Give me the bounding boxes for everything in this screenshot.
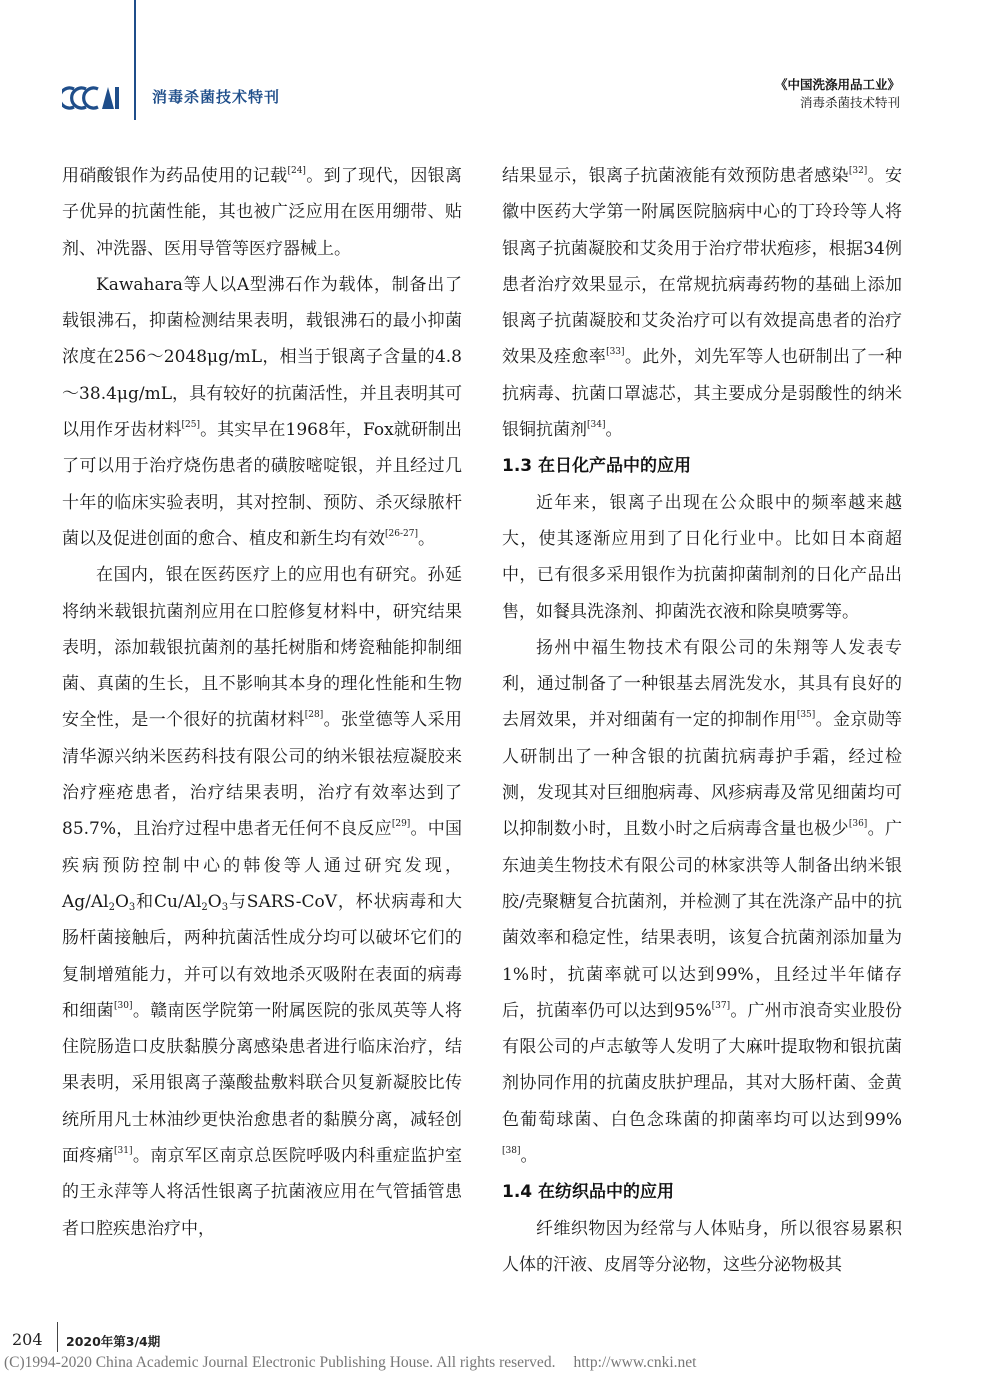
citation: [36] [848, 819, 868, 830]
citation: [30] [114, 1000, 133, 1011]
citation: [28] [304, 710, 324, 721]
citation: [37] [711, 1000, 731, 1011]
footer-divider [57, 1322, 58, 1352]
citation: [32] [848, 166, 868, 176]
paragraph: 在国内，银在医药医疗上的应用也有研究。孙延将纳米载银抗菌剂应用在口腔修复材料中，研究结果表明，添加载银抗菌剂的基托树脂和烤瓷釉能抑制细菌、真菌的生长，且不影响其本身的理化性能和生物安全性，是一个很好的抗菌材料[28]。张堂德等人采用清华源兴纳米医药科技有限公司的纳米银祛痘凝胶来治疗痤疮患者，治疗结果表明，治疗有效率达到了85.7%，且治疗过程中患者无任何不良反应[29]。中国疾病预防控制中心的韩俊等人通过研究发现，$Ag/Al_2O_3$和$Cu/Al_2O_3$与SARS-CoV，杯状病毒和大肠杆菌接触后，两种抗菌活性成分均可以破坏它们的复制增殖能力，并可以有效地杀灭吸附在表面的病毒和细菌[30]。赣南医学院第一附属医院的张凤英等人将住院肠造口皮肤黏膜分离感染患者进行临床治疗，结果表明，采用银离子藻酸盐敷料联合贝复新凝胶比传统所用凡士林油纱更快治愈患者的黏膜分离，减轻创面疼痛[31]。南京军区南京总医院呼吸内科重症监护室的王永萍等人将活性银离子抗菌液应用在气管插管患者口腔疾患治疗中， [62, 565, 463, 1239]
section-title: 消毒杀菌技术特刊 [152, 88, 281, 106]
citation: [38] [502, 1146, 521, 1157]
journal-name: 《中国洗涤用品工业》 [774, 77, 900, 92]
left-column [62, 158, 462, 1247]
section-heading: 1.4 在纺织品中的应用 [502, 1182, 675, 1203]
citation: [33] [606, 347, 625, 358]
header-divider [134, 0, 136, 120]
logo-text: CCAI [62, 85, 65, 86]
paragraph: 用硝酸银作为药品使用的记载[24]。到了现代，因银离子优异的抗菌性能，其也被广泛应用在医用绷带、贴剂、冲洗器、医用导管等医疗器械上。 [62, 166, 463, 259]
paragraph: 近年来，银离子出现在公众眼中的频率越来越大，使其逐渐应用到了日化行业中。比如日本商超中，已有很多采用银作为抗菌抑菌制剂的日化产品出售，如餐具洗涤剂、抑菌洗衣液和除臭喷雾等。 [502, 492, 902, 622]
citation: [34] [587, 420, 606, 431]
site-link[interactable]: http://www.cnki.net [573, 1354, 697, 1371]
journal-info [775, 76, 900, 112]
paragraph: 结果显示，银离子抗菌液能有效预防患者感染[32]。安徽中医药大学第一附属医院脑病中心的丁玲玲等人将银离子抗菌凝胶和艾灸用于治疗带状疱疹，根据34例患者治疗效果显示，在常规抗病毒药物的基础上添加银离子抗菌凝胶和艾灸治疗可以有效提高患者的治疗效果及痊愈率[33]。此外，刘先军等人也研制出了一种抗病毒、抗菌口罩滤芯，其主要成分是弱酸性的纳米银铜抗菌剂[34]。 [502, 166, 903, 441]
copyright-notice: (C)1994-2020 China Academic Journal Electronic Publishing House. All rights reserved. http://www.cnki.net [4, 1354, 697, 1371]
page-number: 204 [12, 1330, 43, 1349]
citation: [31] [114, 1146, 133, 1157]
paragraph: 纤维织物因为经常与人体贴身，所以很容易累积人体的汗液、皮屑等分泌物，这些分泌物极其 [502, 1218, 902, 1275]
page-header [0, 0, 1000, 125]
citation: [25] [181, 420, 201, 431]
citation: [29] [391, 819, 411, 830]
paragraph: Kawahara等人以A型沸石作为载体，制备出了载银沸石，抑菌检测结果表明，载银沸石的最小抑菌浓度在256～2048μg/mL，相当于银离子含量的4.8～38.4μg/mL，具有较好的抗菌活性，并且表明其可以用作牙齿材料[25]。其实早在1968年，Fox就研制出了可以用于治疗烧伤患者的磺胺嘧啶银，并且经过几十年的临床实验表明，其对控制、预防、杀灭绿脓杆菌以及促进创面的愈合、植皮和新生均有效[26-27]。 [62, 274, 462, 549]
citation: [35] [796, 710, 816, 721]
journal-issue-title: 消毒杀菌技术特刊 [799, 95, 900, 110]
ccai-logo-icon [62, 85, 120, 111]
paragraph: 扬州中福生物技术有限公司的朱翔等人发表专利，通过制备了一种银基去屑洗发水，其具有良好的去屑效果，并对细菌有一定的抑制作用[35]。金京勋等人研制出了一种含银的抗菌抗病毒护手霜，经过检测，发现其对巨细胞病毒、风疹病毒及常见细菌均可以抑制数小时，且数小时之后病毒含量也极少[36]。广东迪美生物技术有限公司的林家洪等人制备出纳米银胶/壳聚糖复合抗菌剂，并检测了其在洗涤产品中的抗菌效率和稳定性，结果表明，该复合抗菌剂添加量为1%时，抗菌率就可以达到99%，且经过半年储存后，抗菌率仍可以达到95%[37]。广州市浪奇实业股份有限公司的卢志敏等人发明了大麻叶提取物和银抗菌剂协同作用的抗菌皮肤护理品，其对大肠杆菌、金黄色葡萄球菌、白色念珠菌的抑菌率均可以达到99%[38]。 [502, 637, 903, 1167]
right-column [502, 158, 902, 1283]
section-heading: 1.3 在日化产品中的应用 [502, 456, 692, 477]
citation: [26-27] [385, 528, 418, 539]
citation: [24] [287, 166, 306, 176]
issue-label: 2020年第3/4期 [66, 1334, 161, 1349]
